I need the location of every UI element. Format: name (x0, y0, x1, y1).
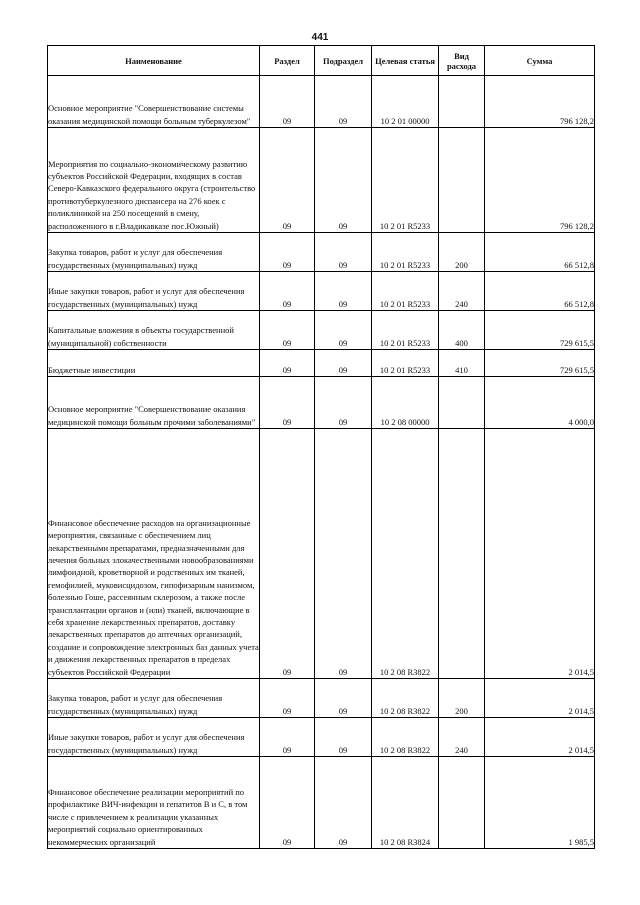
row-target: 10 2 01 R5233 (372, 350, 439, 377)
row-expense-type (439, 757, 485, 849)
table-row (48, 233, 595, 272)
row-target: 10 2 01 00000 (372, 76, 439, 128)
row-expense-type: 240 (439, 718, 485, 757)
header-name: Наименование (48, 46, 260, 76)
row-target: 10 2 08 R3822 (372, 718, 439, 757)
row-expense-type (439, 429, 485, 679)
row-amount: 4 000,0 (485, 377, 595, 429)
row-amount: 2 014,5 (485, 429, 595, 679)
row-expense-type (439, 377, 485, 429)
row-section: 09 (260, 757, 315, 849)
row-amount: 66 512,8 (485, 233, 595, 272)
page-number: 441 (311, 32, 329, 43)
budget-table (47, 45, 595, 849)
row-expense-type: 400 (439, 311, 485, 350)
row-section: 09 (260, 233, 315, 272)
table-row (48, 272, 595, 311)
row-amount: 796 128,2 (485, 128, 595, 233)
row-target: 10 2 08 R3822 (372, 429, 439, 679)
row-subsection: 09 (315, 76, 372, 128)
table-row (48, 757, 595, 849)
row-subsection: 09 (315, 350, 372, 377)
row-name: Иные закупки товаров, работ и услуг для обеспечения государственных (муниципальных) нужд (48, 272, 260, 311)
row-section: 09 (260, 272, 315, 311)
row-name: Бюджетные инвестиции (48, 350, 260, 377)
row-subsection: 09 (315, 128, 372, 233)
row-section: 09 (260, 429, 315, 679)
row-section: 09 (260, 718, 315, 757)
header-section: Раздел (260, 46, 315, 76)
row-name: Финансовое обеспечение расходов на организационные мероприятия, связанные с обеспечением лиц лекарственными препаратами, предназначенными для лечения больных злокачественными новообразованиями лимфоидной, кроветворной и родственных им тканей, гемофилией, муковисцидозом, гипофизарным нанизмом, болезнью Гоше, рассеянным склерозом, а также после трансплантации органов и (или) тканей, включающие в себя хранение лекарственных препаратов, доставку лекарственных препаратов до аптечных организаций, создание и сопровождение электронных баз данных учета и движения лекарственных препаратов в пределах субъектов Российской Федерации (48, 429, 260, 679)
table-row (48, 718, 595, 757)
row-amount: 796 128,2 (485, 76, 595, 128)
row-subsection: 09 (315, 679, 372, 718)
row-name: Финансовое обеспечение реализации мероприятий по профилактике ВИЧ-инфекции и гепатитов В и С, в том числе с привлечением к реализации указанных мероприятий социально ориентированных некоммерческих организаций (48, 757, 260, 849)
header-target: Целевая статья (372, 46, 439, 76)
row-amount: 729 615,5 (485, 350, 595, 377)
row-name: Капитальные вложения в объекты государственной (муниципальной) собственности (48, 311, 260, 350)
table-row (48, 350, 595, 377)
row-section: 09 (260, 128, 315, 233)
row-section: 09 (260, 311, 315, 350)
row-expense-type (439, 76, 485, 128)
table-row (48, 429, 595, 679)
row-subsection: 09 (315, 233, 372, 272)
table-row (48, 311, 595, 350)
row-subsection: 09 (315, 757, 372, 849)
header-expense-type: Вид расхода (439, 46, 485, 76)
table-header-row (48, 46, 595, 76)
row-expense-type (439, 128, 485, 233)
row-section: 09 (260, 76, 315, 128)
row-expense-type: 200 (439, 679, 485, 718)
row-name: Иные закупки товаров, работ и услуг для обеспечения государственных (муниципальных) нужд (48, 718, 260, 757)
row-name: Закупка товаров, работ и услуг для обеспечения государственных (муниципальных) нужд (48, 679, 260, 718)
row-expense-type: 240 (439, 272, 485, 311)
row-amount: 729 615,5 (485, 311, 595, 350)
row-name: Основное мероприятие "Совершенствование системы оказания медицинской помощи больным туберкулезом" (48, 76, 260, 128)
row-subsection: 09 (315, 718, 372, 757)
row-target: 10 2 01 R5233 (372, 272, 439, 311)
row-amount: 66 512,8 (485, 272, 595, 311)
row-subsection: 09 (315, 272, 372, 311)
row-name: Основное мероприятие "Совершенствование оказания медицинской помощи больным прочими заболеваниями" (48, 377, 260, 429)
row-target: 10 2 08 R3822 (372, 679, 439, 718)
table-row (48, 377, 595, 429)
row-target: 10 2 08 00000 (372, 377, 439, 429)
row-target: 10 2 08 R3824 (372, 757, 439, 849)
row-target: 10 2 01 R5233 (372, 311, 439, 350)
table-row (48, 679, 595, 718)
table-row (48, 76, 595, 128)
row-name: Мероприятия по социально-экономическому развитию субъектов Российской Федерации, входящих в состав Северо-Кавказского федерального округа (строительство противотуберкулезного диспансера на 276 коек с поликлиникой на 250 посещений в смену, расположенного в г.Владикавказе пос.Южный) (48, 128, 260, 233)
row-section: 09 (260, 377, 315, 429)
row-amount: 2 014,5 (485, 679, 595, 718)
row-section: 09 (260, 679, 315, 718)
row-target: 10 2 01 R5233 (372, 233, 439, 272)
row-subsection: 09 (315, 377, 372, 429)
header-amount: Сумма (485, 46, 595, 76)
row-expense-type: 200 (439, 233, 485, 272)
row-amount: 2 014,5 (485, 718, 595, 757)
row-section: 09 (260, 350, 315, 377)
header-subsection: Подраздел (315, 46, 372, 76)
row-target: 10 2 01 R5233 (372, 128, 439, 233)
row-subsection: 09 (315, 311, 372, 350)
row-subsection: 09 (315, 429, 372, 679)
table-row (48, 128, 595, 233)
row-name: Закупка товаров, работ и услуг для обеспечения государственных (муниципальных) нужд (48, 233, 260, 272)
row-amount: 1 985,5 (485, 757, 595, 849)
row-expense-type: 410 (439, 350, 485, 377)
